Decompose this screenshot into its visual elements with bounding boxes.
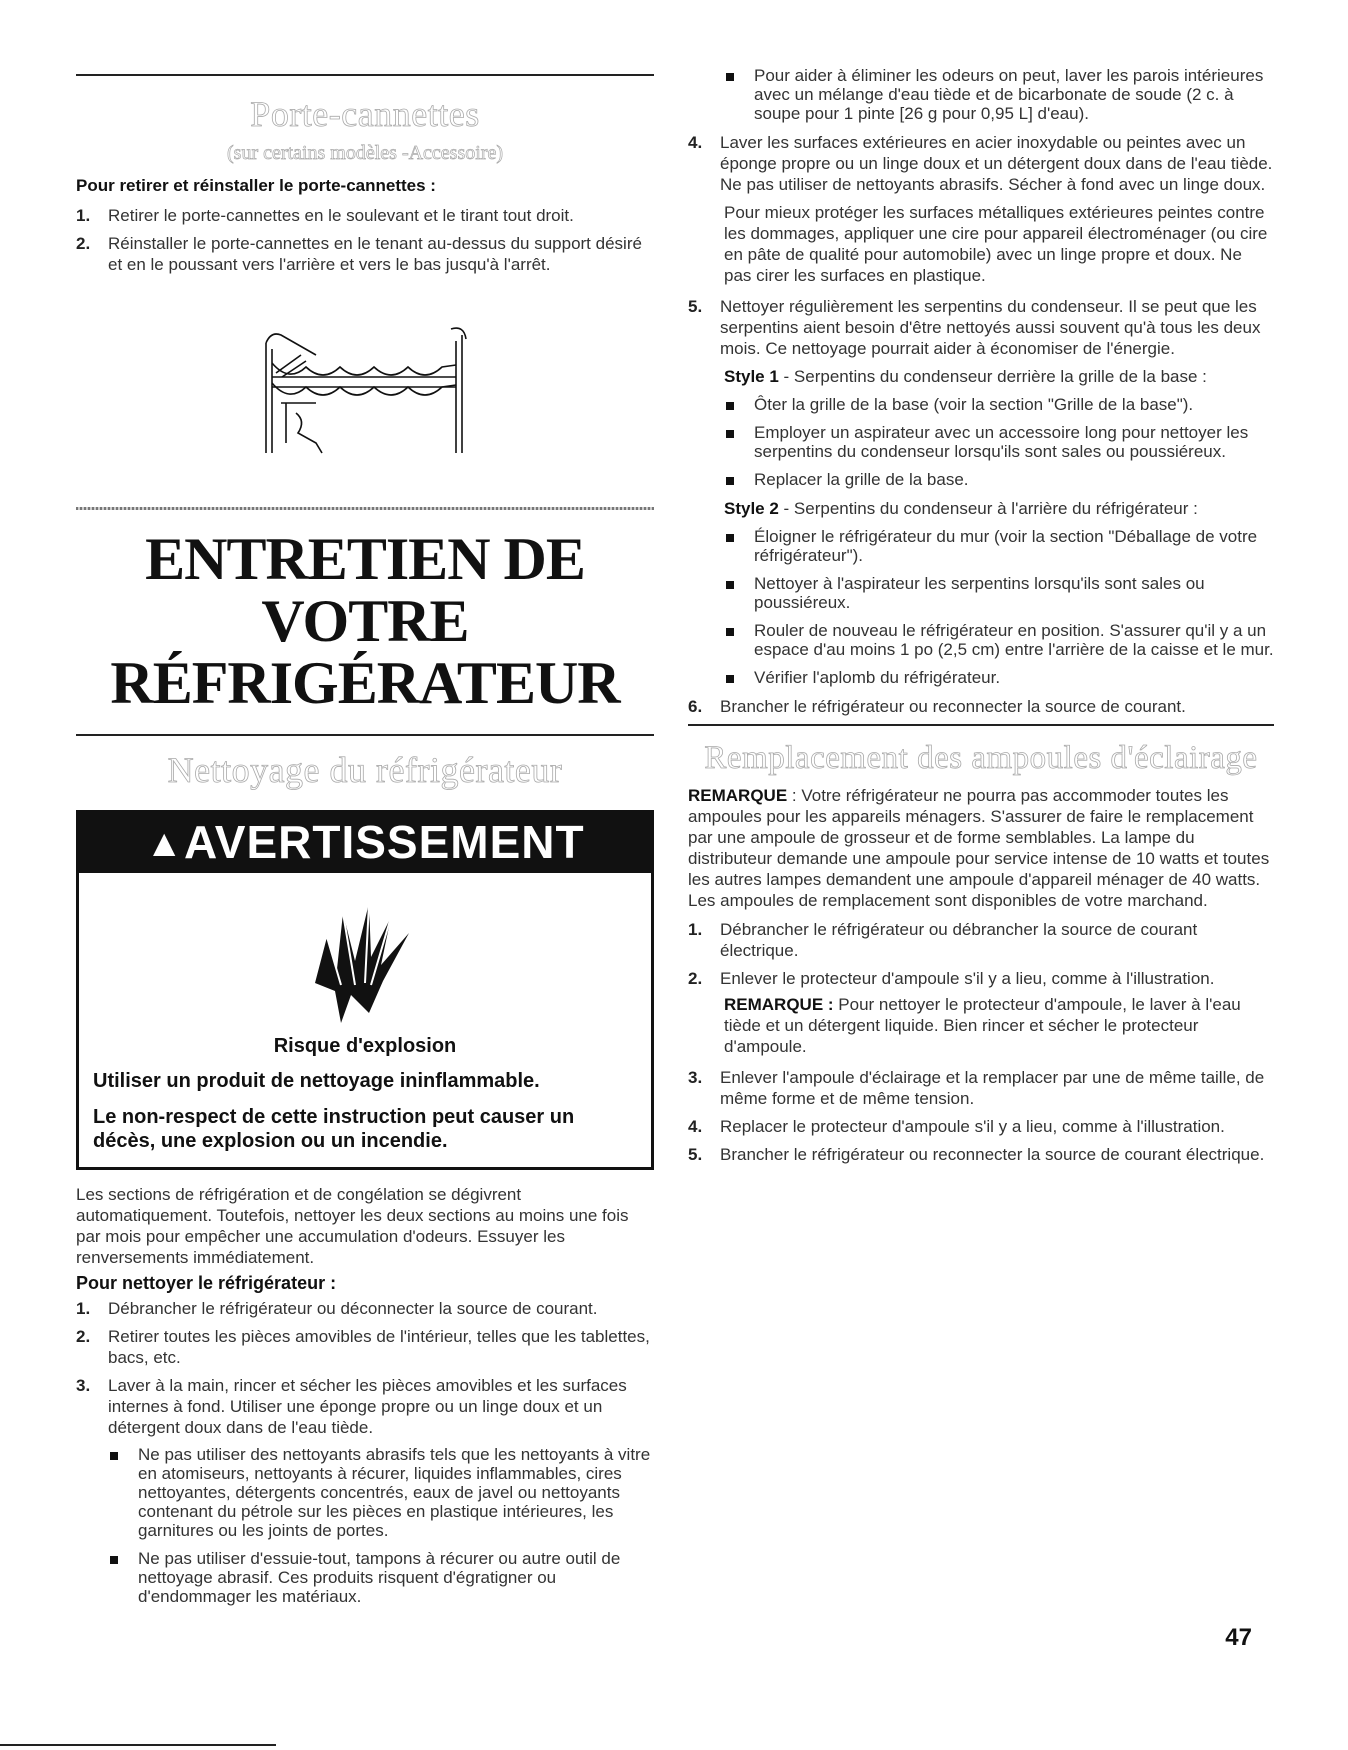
step3-bullets: [108, 1445, 654, 1606]
list-item: 4. Laver les surfaces extérieures en acier inoxydable ou peintes avec un éponge propre ou un linge doux et un détergent doux dans de l'eau tiède. Ne pas utiliser de nettoyants abrasifs. Sécher à fond avec un linge doux.: [688, 133, 1273, 194]
list-item: 2. Enlever le protecteur d'ampoule s'il y a lieu, comme à l'illustration.: [688, 969, 1215, 988]
exterior-step: [688, 132, 1274, 195]
list-item: Employer un aspirateur avec un accessoire long pour nettoyer les serpentins du condenseur lorsqu'ils sont sales ou poussiéreux.: [724, 423, 1274, 461]
bullet-square-icon: [724, 395, 754, 414]
warning-instruction: Utiliser un produit de nettoyage ininflammable.: [93, 1070, 540, 1092]
style2-bullets: [724, 527, 1274, 687]
bullet-square-icon: [724, 574, 754, 612]
section-title-cleaning: Nettoyage du réfrigérateur: [167, 750, 563, 790]
bullet-square-icon: [724, 668, 754, 687]
warning-header: ▲AVERTISSEMENT: [79, 813, 651, 873]
list-item: Nettoyer à l'aspirateur les serpentins lorsqu'ils sont sales ou poussiéreux.: [724, 574, 1274, 612]
section-divider: [688, 724, 1274, 726]
list-item: Rouler de nouveau le réfrigérateur en position. S'assurer qu'il y a un espace d'au moins 1 po (2,5 cm) entre l'arrière de la caisse et le mur.: [724, 621, 1274, 659]
section-subtitle: (sur certains modèles -Accessoire): [227, 142, 503, 164]
list-item: Ôter la grille de la base (voir la section "Grille de la base").: [724, 395, 1274, 414]
section-divider: [76, 734, 654, 736]
explosion-icon: [79, 873, 651, 1029]
can-holder-steps: [76, 205, 654, 275]
bulb-steps-a: [688, 919, 1274, 989]
left-column: [76, 0, 654, 1615]
list-item: 1. Retirer le porte-cannettes en le soulevant et le tirant tout droit.: [76, 206, 574, 225]
list-item: 5. Nettoyer régulièrement les serpentins du condenseur. Il se peut que les serpentins aient besoin d'être nettoyés aussi souvent qu'à tous les deux mois. Ce nettoyage pourrait aider à économiser de l'énergie.: [688, 297, 1261, 358]
list-item: Pour aider à éliminer les odeurs on peut, laver les parois intérieures avec un mélange d'eau tiède et de bicarbonate de soude (2 c. à soupe pour 1 pinte [26 g pour 0,95 L] d'eau).: [724, 66, 1274, 123]
remarque-paragraph: REMARQUE : Votre réfrigérateur ne pourra pas accommoder toutes les ampoules pour les appareils ménagers. S'assurer de faire le remplacement par une ampoule de grosseur et de forme semblables. La lampe du distributeur demande une ampoule pour service intense de 10 watts et toutes les autres lampes demandent une ampoule d'appareil ménager de 40 watts. Les ampoules de remplacement sont disponibles de votre marchand.: [688, 786, 1270, 910]
bullet-square-icon: [724, 621, 754, 659]
warning-box: [76, 810, 654, 1170]
bullet-square-icon: [108, 1445, 138, 1540]
remarque2-paragraph: REMARQUE : Pour nettoyer le protecteur d'ampoule, le laver à l'eau tiède et un détergent liquide. Bien rincer et sécher le protecteur d'ampoule.: [724, 995, 1241, 1056]
main-title-line2: RÉFRIGÉRATEUR: [110, 650, 620, 716]
dotted-divider: [76, 507, 654, 510]
cleaning-steps: [76, 1298, 654, 1438]
footer-rule: [0, 1744, 276, 1746]
section-title-bulbs: Remplacement des ampoules d'éclairage: [704, 740, 1258, 776]
bullet-square-icon: [724, 470, 754, 489]
odor-bullet: [724, 66, 1274, 123]
list-item: Vérifier l'aplomb du réfrigérateur.: [724, 668, 1274, 687]
reconnect-step: [688, 696, 1274, 717]
section-divider: [76, 74, 654, 76]
main-title-line1: ENTRETIEN DE VOTRE: [145, 526, 585, 654]
style1-label: Style 1 - Serpentins du condenseur derrière la grille de la base :: [724, 367, 1207, 386]
list-item: 6. Brancher le réfrigérateur ou reconnecter la source de courant.: [688, 697, 1186, 716]
condenser-step: [688, 296, 1274, 359]
warning-triangle-icon: ▲: [145, 823, 184, 865]
list-item: Ne pas utiliser d'essuie-tout, tampons à récurer ou autre outil de nettoyage abrasif. Ces produits risquent d'égratigner ou d'endommager les matériaux.: [108, 1549, 654, 1606]
bullet-square-icon: [724, 527, 754, 565]
intro-paragraph: Les sections de réfrigération et de congélation se dégivrent automatiquement. Toutefois, nettoyer les deux sections au moins une fois par mois pour empêcher une accumulation d'odeurs. Essuyer les renversements immédiatement.: [76, 1185, 629, 1267]
style1-bullets: [724, 395, 1274, 489]
list-item: Éloigner le réfrigérateur du mur (voir la section "Déballage de votre réfrigérateur").: [724, 527, 1274, 565]
right-column: [688, 0, 1274, 1172]
wax-note: Pour mieux protéger les surfaces métalliques extérieures peintes contre les dommages, appliquer une cire pour appareil électroménager (ou cire en pâte de qualité pour automobile) avec un linge propre et doux. Ne pas cirer les surfaces en plastique.: [724, 203, 1268, 285]
list-item: 5. Brancher le réfrigérateur ou reconnecter la source de courant électrique.: [688, 1145, 1265, 1164]
bullet-square-icon: [724, 423, 754, 461]
list-item: 3. Laver à la main, rincer et sécher les pièces amovibles et les surfaces internes à fond. Utiliser une éponge propre ou un linge doux et un détergent doux dans de l'eau tiède.: [76, 1376, 627, 1437]
cleaning-heading: Pour nettoyer le réfrigérateur :: [76, 1273, 337, 1293]
list-item: 2. Retirer toutes les pièces amovibles de l'intérieur, telles que les tablettes, bacs, etc.: [76, 1327, 650, 1367]
list-item: 2. Réinstaller le porte-cannettes en le tenant au-dessus du support désiré et en le poussant vers l'arrière et vers le bas jusqu'à l'arrêt.: [76, 234, 642, 274]
bullet-square-icon: [108, 1549, 138, 1606]
list-item: 1. Débrancher le réfrigérateur ou déconnecter la source de courant.: [76, 1299, 598, 1318]
list-item: 3. Enlever l'ampoule d'éclairage et la remplacer par une de même taille, de même forme et de même tension.: [688, 1068, 1265, 1108]
warning-consequence: Le non-respect de cette instruction peut causer un décès, une explosion ou un incendie.: [93, 1106, 575, 1152]
list-item: Replacer la grille de la base.: [724, 470, 1274, 489]
page-number: 47: [1225, 1624, 1252, 1651]
list-item: 1. Débrancher le réfrigérateur ou débrancher la source de courant électrique.: [688, 920, 1198, 960]
can-holder-illustration: [76, 303, 654, 483]
section-title-can-holder: Porte-cannettes: [250, 94, 480, 134]
instructions-heading: Pour retirer et réinstaller le porte-cannettes :: [76, 176, 436, 195]
warning-risk-title: Risque d'explosion: [273, 1035, 457, 1057]
list-item: Ne pas utiliser des nettoyants abrasifs tels que les nettoyants à vitre en atomiseurs, nettoyants à récurer, liquides inflammables, cires nettoyantes, détergents concentrés, eaux de javel ou nettoyants contenant du pétrole sur les pièces en plastique intérieures, les garnitures ou les joints de portes.: [108, 1445, 654, 1540]
bulb-steps-b: [688, 1067, 1274, 1165]
list-item: 4. Replacer le protecteur d'ampoule s'il y a lieu, comme à l'illustration.: [688, 1117, 1225, 1136]
style2-label: Style 2 - Serpentins du condenseur à l'arrière du réfrigérateur :: [724, 499, 1198, 518]
